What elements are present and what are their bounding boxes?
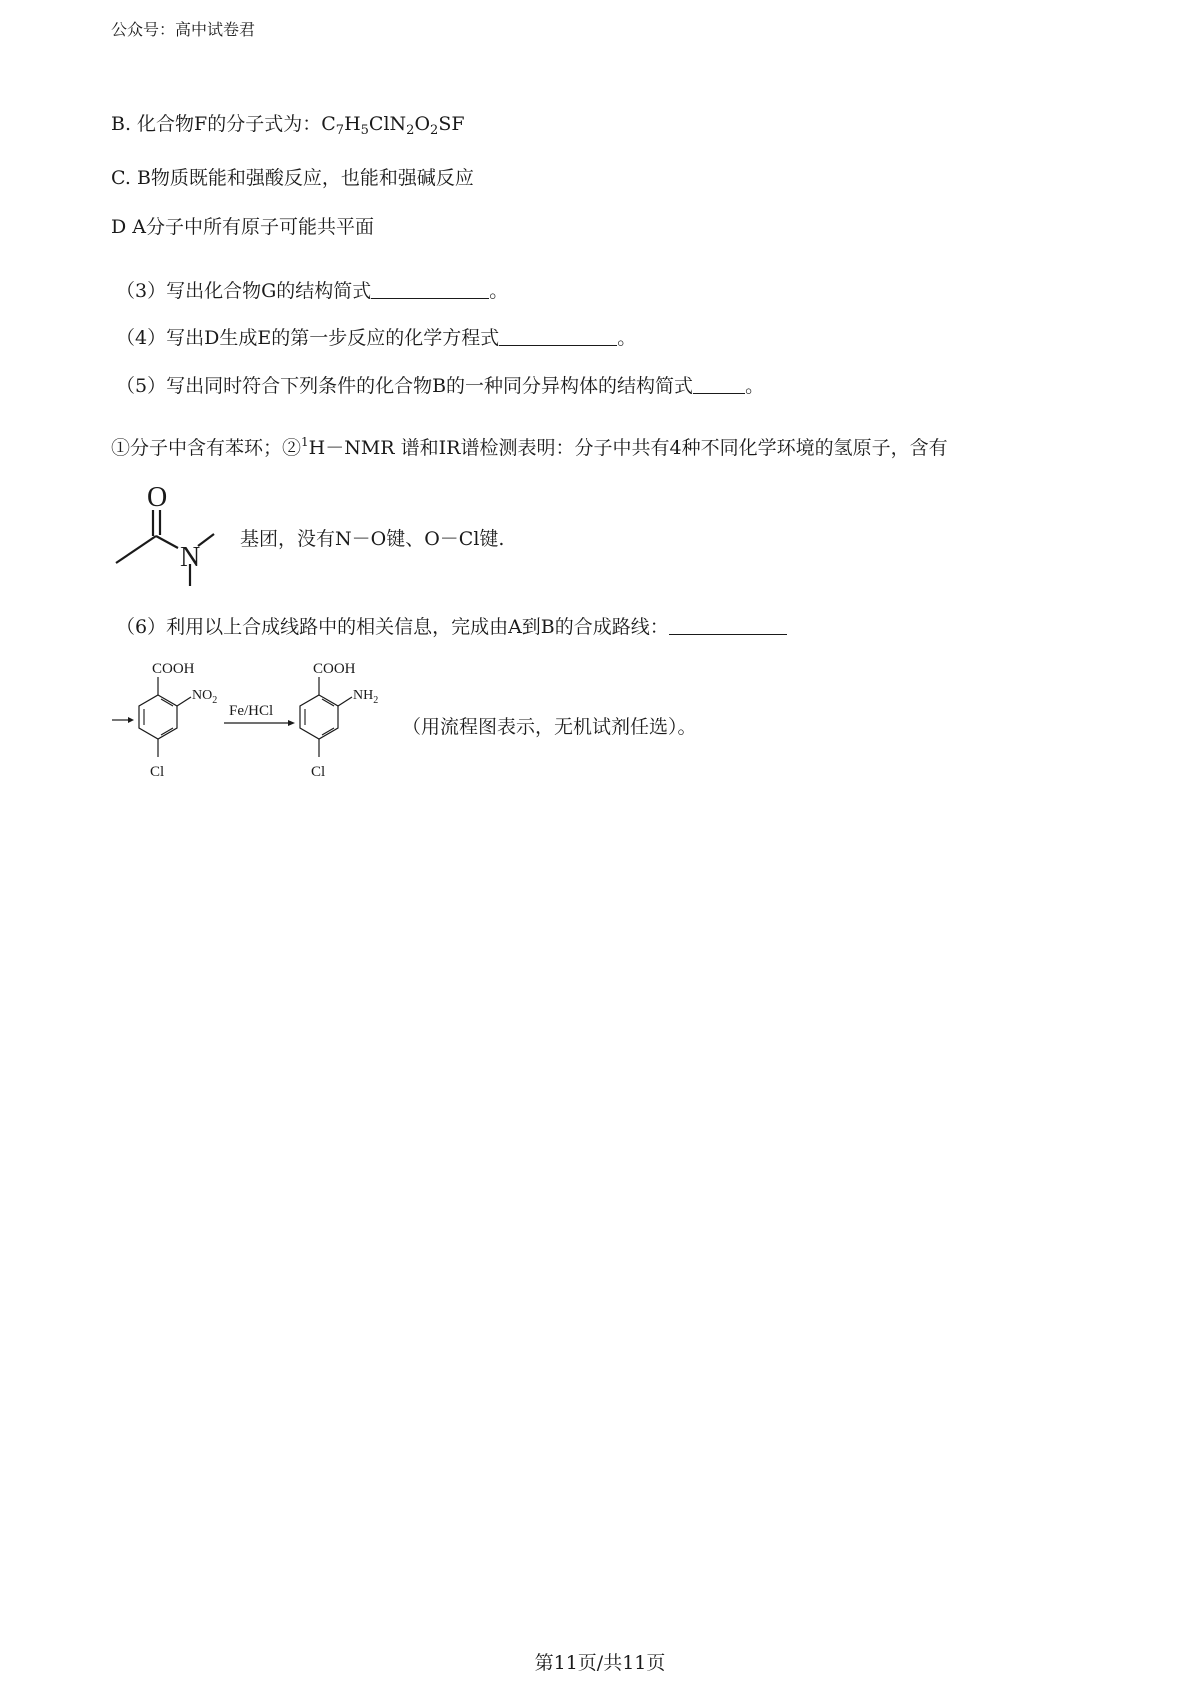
n-methyl-bond-1 <box>198 534 214 546</box>
left-cooh-label: COOH <box>152 661 195 677</box>
entry-arrow-head <box>128 717 134 723</box>
question-5 <box>116 374 764 398</box>
right-nh2-bond <box>338 697 352 706</box>
conditions-part2: 谱和IR谱检测表明：分子中共有4种不同化学环境的氢原子，含有 <box>394 437 948 459</box>
question-3-end: 。 <box>489 280 509 302</box>
right-benzene-ring <box>300 695 338 739</box>
conditions-line <box>111 430 948 460</box>
formula-subscript: 2 <box>430 123 439 138</box>
left-cl-label: Cl <box>150 764 165 780</box>
option-b-prefix: B. 化合物F的分子式为： <box>111 113 322 135</box>
formula-element: SF <box>438 113 465 135</box>
right-cl-label: Cl <box>311 764 326 780</box>
question-5-end: 。 <box>745 375 765 397</box>
option-c: C. B物质既能和强酸反应，也能和强碱反应 <box>111 167 474 189</box>
option-d: D A分子中所有原子可能共平面 <box>111 216 374 238</box>
amide-group-structure <box>110 478 240 588</box>
formula-subscript: 5 <box>360 123 369 138</box>
question-3-text: （3）写出化合物G的结构简式 <box>116 280 372 302</box>
left-benzene-ring <box>139 695 177 739</box>
nmr-superscript: 1 <box>301 435 309 449</box>
question-4-end: 。 <box>617 327 637 349</box>
oxygen-label: O <box>147 482 168 513</box>
reaction-arrow-head <box>288 720 295 726</box>
left-no2-bond <box>177 697 191 706</box>
reaction-scheme <box>108 655 408 790</box>
question-4-text: （4）写出D生成E的第一步反应的化学方程式 <box>116 327 500 349</box>
answer-blank-5[interactable] <box>693 375 745 394</box>
header-text: 公众号：高中试卷君 <box>111 20 256 39</box>
scheme-note: （用流程图表示，无机试剂任选）。 <box>402 716 697 738</box>
molecular-formula <box>321 113 465 138</box>
methyl-bond <box>116 536 156 563</box>
question-4 <box>116 326 636 350</box>
nmr-label: H－NMR <box>308 437 395 459</box>
conditions-part1: ①分子中含有苯环；② <box>111 437 302 459</box>
page-footer: 第11页/共11页 <box>534 1652 666 1674</box>
formula-element: H <box>344 113 361 135</box>
reagent-label: Fe/HCl <box>229 703 274 719</box>
group-condition-text: 基团，没有N－O键、O－Cl键. <box>240 528 505 550</box>
option-b <box>111 112 465 143</box>
formula-subscript: 2 <box>406 123 415 138</box>
c-n-bond <box>156 536 178 548</box>
formula-element: ClN <box>368 113 407 135</box>
answer-blank-6[interactable] <box>669 616 787 635</box>
right-cooh-label: COOH <box>313 661 356 677</box>
left-no-label: $NO_2$ <box>192 688 218 706</box>
question-6-text: （6）利用以上合成线路中的相关信息，完成由A到B的合成路线： <box>116 616 669 638</box>
question-5-text: （5）写出同时符合下列条件的化合物B的一种同分异构体的结构简式 <box>116 375 694 397</box>
formula-subscript: 7 <box>335 123 345 138</box>
answer-blank-4[interactable] <box>499 327 617 346</box>
right-nh-label: $NH_2$ <box>353 688 379 706</box>
formula-element: O <box>414 113 431 135</box>
answer-blank-3[interactable] <box>371 280 489 299</box>
question-3 <box>116 279 508 303</box>
formula-element: C <box>321 113 336 135</box>
question-6 <box>116 615 787 639</box>
nitrogen-label: N <box>180 542 201 573</box>
